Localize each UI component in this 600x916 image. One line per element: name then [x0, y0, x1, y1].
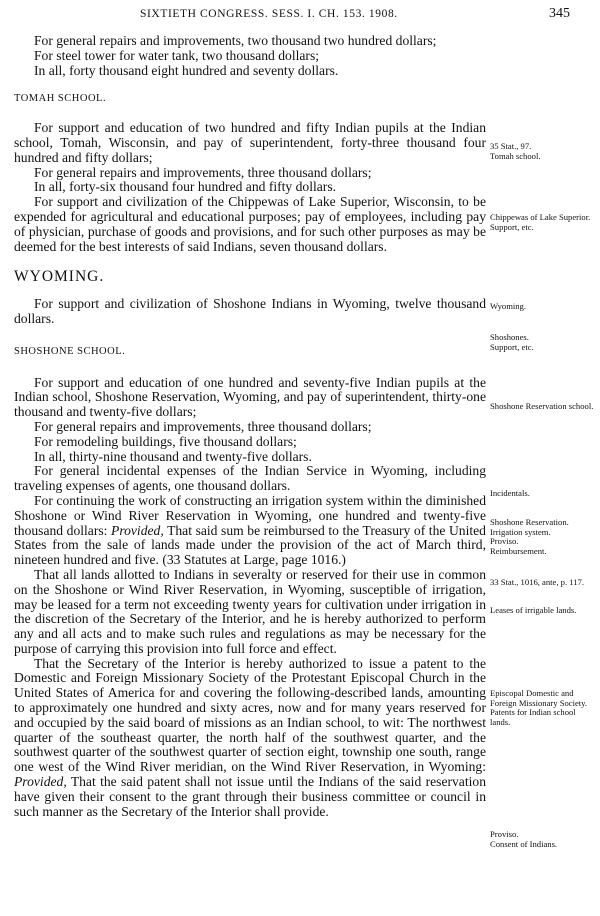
- statute-text: [14, 34, 486, 819]
- paragraph: In all, forty-six thousand four hundred and fifty dollars.: [34, 179, 337, 195]
- section-heading-shoshone: SHOSHONE SCHOOL.: [14, 345, 126, 357]
- margin-note: Incidentals.: [490, 488, 530, 498]
- margin-note: Episcopal Domestic and Foreign Missionary Society. Patents for Indian school lands.: [490, 688, 588, 727]
- paragraph: That the Secretary of the Interior is hereby authorized to issue a patent to the Domestic and Foreign Missionary Society of the Protestant Episcopal Church in the United States of America for and covering the following-described lands, amounting to approximately one hundred and sixty acres, now and for many years reserved for and occupied by the said board of missions as an Indian school, to wit: The northwest quarter of the southeast quarter, the north half of the southwest quarter, and the southwest quarter of the southwest quarter of section eight, township one south, range one west of the Wind River meridian, on the Wind River Reservation, in Wyoming: Provided, That the said patent shall not issue until the Indians of the said reservation have given their consent to the grant through their business committee or council in such manner as the Secretary of the Interior shall provide.: [14, 655, 486, 819]
- margin-note: Leases of irrigable lands.: [490, 605, 577, 615]
- margin-note: Shoshone Reservation school.: [490, 401, 594, 411]
- paragraph: For continuing the work of constructing an irrigation system within the diminished Shoshone or Wind River Reservation in Wyoming, one hundred and twenty-five thousand dollars: Provided, That said sum be reimbursed to the Treasury of the United States from the sale of lands made under the provision of the act of March third, nineteen hundred and five. (33 Statutes at Large, page 1016.): [14, 492, 486, 568]
- running-head: SIXTIETH CONGRESS. SESS. I. CH. 153. 1908.: [140, 8, 398, 20]
- paragraph: For support and education of one hundred and seventy-five Indian pupils at the Indian school, Shoshone Reservation, Wyoming, and pay of superintendent, thirty-one thousand and twenty-five dollars;: [14, 374, 486, 420]
- paragraph: For support and civilization of the Chippewas of Lake Superior, Wisconsin, to be expended for agricultural and educational purposes; pay of employees, including pay of physician, purchase of goods and provisions, and for such other purposes as may be deemed for the best interests of said Indians, seven thousand dollars.: [14, 194, 486, 254]
- paragraph: For support and civilization of Shoshone Indians in Wyoming, twelve thousand dollars.: [14, 296, 486, 326]
- section-heading-tomah: TOMAH SCHOOL.: [14, 93, 107, 105]
- paragraph: That all lands allotted to Indians in severalty or reserved for their use in common on the Shoshone or Wind River Reservation, in Wyoming, susceptible of irrigation, may be leased for a term not exceeding twenty years for cultivation under irrigation in the discretion of the Secretary of the Interior, and he is hereby authorized to perform any and all acts and to make such rules and regulations as may be necessary for the purpose of carrying this provision into full force and effect.: [14, 566, 486, 656]
- margin-note: Wyoming.: [490, 301, 527, 311]
- paragraph: In all, thirty-nine thousand and twenty-five dollars.: [34, 448, 312, 464]
- margin-note: 35 Stat., 97. Tomah school.: [490, 141, 541, 161]
- paragraph: For steel tower for water tank, two thousand dollars;: [34, 47, 320, 63]
- paragraph: For remodeling buildings, five thousand dollars;: [34, 433, 297, 449]
- paragraph: For general repairs and improvements, two thousand two hundred dollars;: [34, 33, 437, 48]
- page-number: 345: [549, 6, 570, 21]
- paragraph: For general repairs and improvements, three thousand dollars;: [34, 164, 372, 180]
- paragraph: For support and education of two hundred and fifty Indian pupils at the Indian school, Tomah, Wisconsin, and pay of superintendent, forty-three thousand four hundred and fifty dollars;: [14, 120, 486, 165]
- margin-note: Proviso. Consent of Indians.: [490, 829, 558, 849]
- paragraph: For general incidental expenses of the Indian Service in Wyoming, including traveling expenses of agents, one thousand dollars.: [14, 463, 486, 494]
- page-header: [0, 6, 600, 24]
- paragraph: In all, forty thousand eight hundred and seventy dollars.: [34, 62, 339, 78]
- margin-note: Shoshones. Support, etc.: [490, 332, 534, 352]
- paragraph: For general repairs and improvements, three thousand dollars;: [34, 418, 372, 434]
- margin-note: 33 Stat., 1016, ante, p. 117.: [490, 577, 584, 587]
- state-heading-wyoming: WYOMING.: [14, 268, 105, 286]
- margin-note: Shoshone Reservation. Irrigation system. Proviso. Reimbursement.: [490, 517, 569, 556]
- margin-note: Chippewas of Lake Superior. Support, etc.: [490, 212, 591, 232]
